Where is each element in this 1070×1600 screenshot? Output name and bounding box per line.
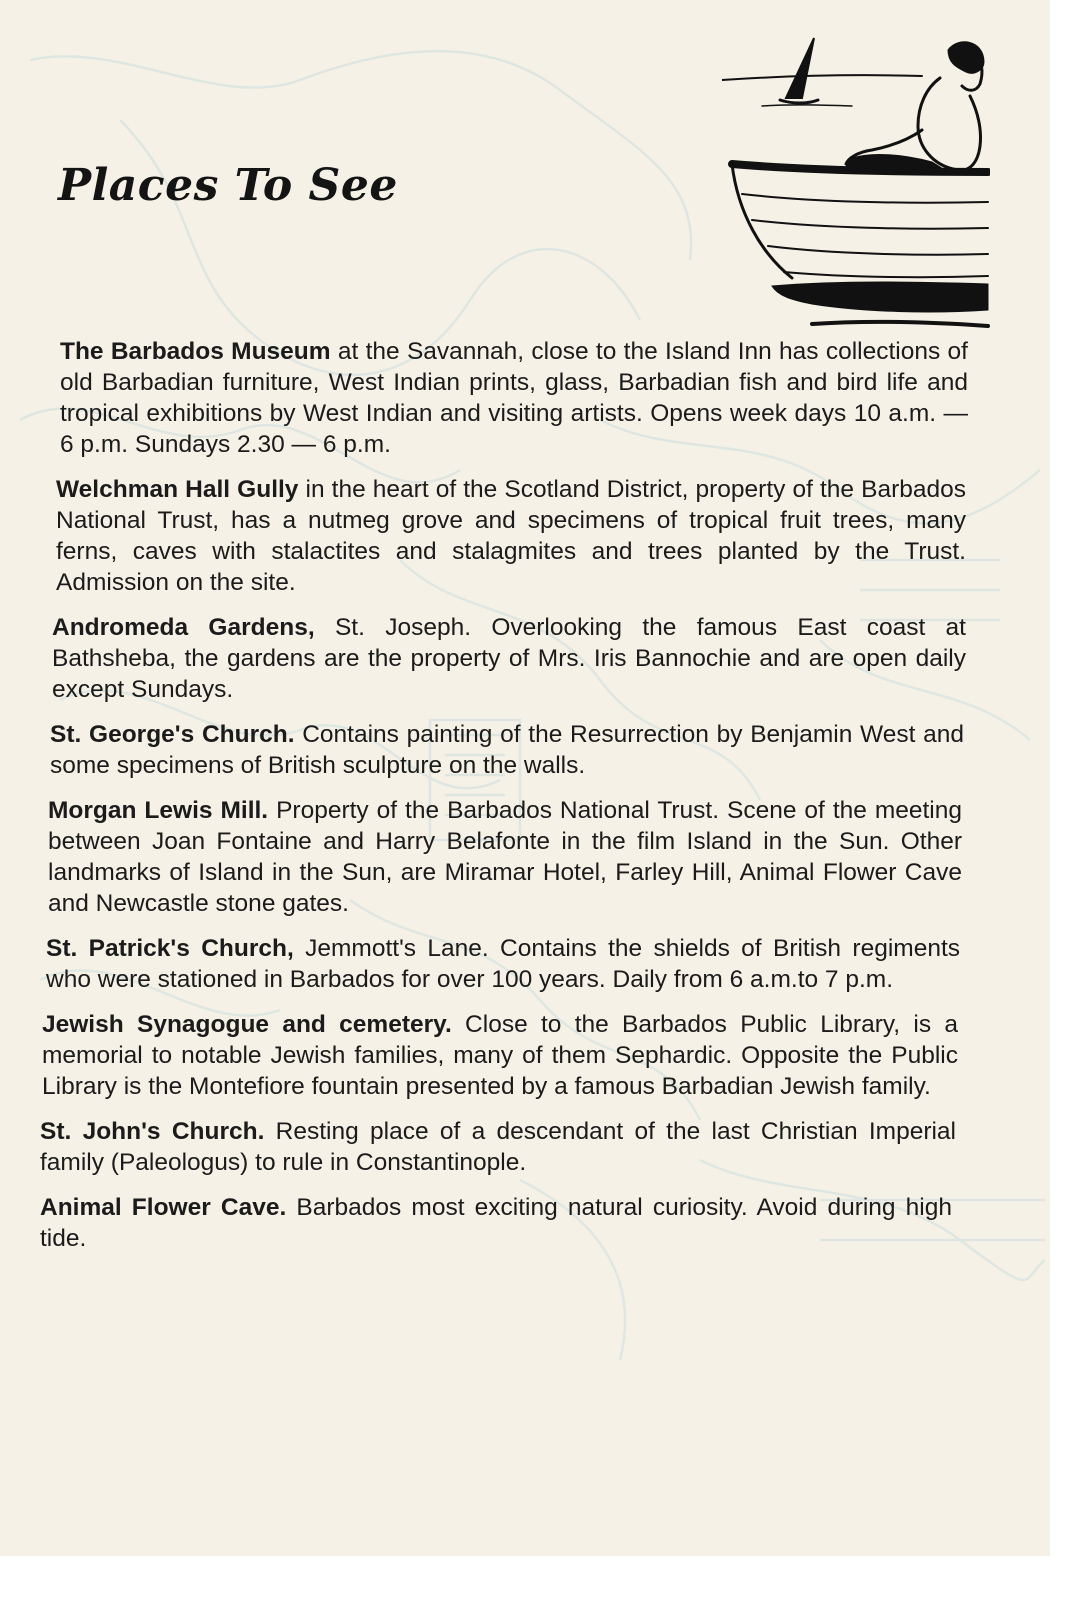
place-entry: [40, 933, 972, 995]
place-name: Animal Flower Cave.: [40, 1194, 287, 1221]
place-description: Contains painting of the Resurrection by Benjamin West and some specimens of British sculpture on the walls.: [50, 721, 964, 779]
place-name: The Barbados Museum: [60, 338, 331, 365]
place-description: Barbados most exciting natural curiosity. Avoid during high tide.: [40, 1194, 952, 1252]
place-entry: [40, 719, 972, 781]
place-entry: [40, 474, 972, 598]
place-entry: [40, 1192, 972, 1254]
place-description: Property of the Barbados National Trust. Scene of the meeting between Joan Fontaine and Harry Belafonte in the film Island in the Sun. Other landmarks of Island in the Sun, are Miramar Hotel, Farley Hill, Animal Flower Cave and Newcastle stone gates.: [48, 797, 963, 917]
place-description: at the Savannah, close to the Island Inn has collections of old Barbadian furniture, West Indian prints, glass, Barbadian fish and bird life and tropical exhibitions by West Indian and visiting artists. Opens week days 10 a.m. — 6 p.m. Sundays 2.30 — 6 p.m.: [60, 338, 968, 458]
place-entry: [40, 336, 972, 460]
place-entry: [40, 1009, 972, 1102]
place-name: St. Patrick's Church,: [46, 935, 294, 962]
woman-in-boat-illustration: [722, 34, 990, 334]
place-entry: [40, 1116, 972, 1178]
place-name: Jewish Synagogue and cemetery.: [42, 1011, 452, 1038]
place-name: St. George's Church.: [50, 721, 295, 748]
place-name: Morgan Lewis Mill.: [48, 797, 269, 824]
place-description: in the heart of the Scotland District, property of the Barbados National Trust, has a nutmeg grove and specimens of tropical fruit trees, many ferns, caves with stalactites and stalagmites and trees planted by the Trust. Admission on the site.: [56, 476, 966, 596]
place-name: St. John's Church.: [40, 1118, 265, 1145]
place-entry: [40, 612, 972, 705]
place-name: Andromeda Gardens,: [52, 614, 315, 641]
page-title: Places To See: [58, 160, 398, 211]
place-description: Resting place of a descendant of the last Christian Imperial family (Paleologus) to rule in Constantinople.: [40, 1118, 957, 1176]
place-entry: [40, 795, 972, 919]
place-description: Jemmott's Lane. Contains the shields of British regiments who were stationed in Barbados for over 100 years. Daily from 6 a.m.to 7 p.m.: [46, 935, 960, 993]
place-description: Close to the Barbados Public Library, is a memorial to notable Jewish families, many of them Sephardic. Opposite the Public Library is the Montefiore fountain presented by a famous Barbadian Jewish family.: [42, 1011, 958, 1100]
place-description: St. Joseph. Overlooking the famous East coast at Bathsheba, the gardens are the property of Mrs. Iris Bannochie and are open daily except Sundays.: [52, 614, 966, 703]
place-name: Welchman Hall Gully: [56, 476, 299, 503]
places-list: [40, 336, 972, 1268]
